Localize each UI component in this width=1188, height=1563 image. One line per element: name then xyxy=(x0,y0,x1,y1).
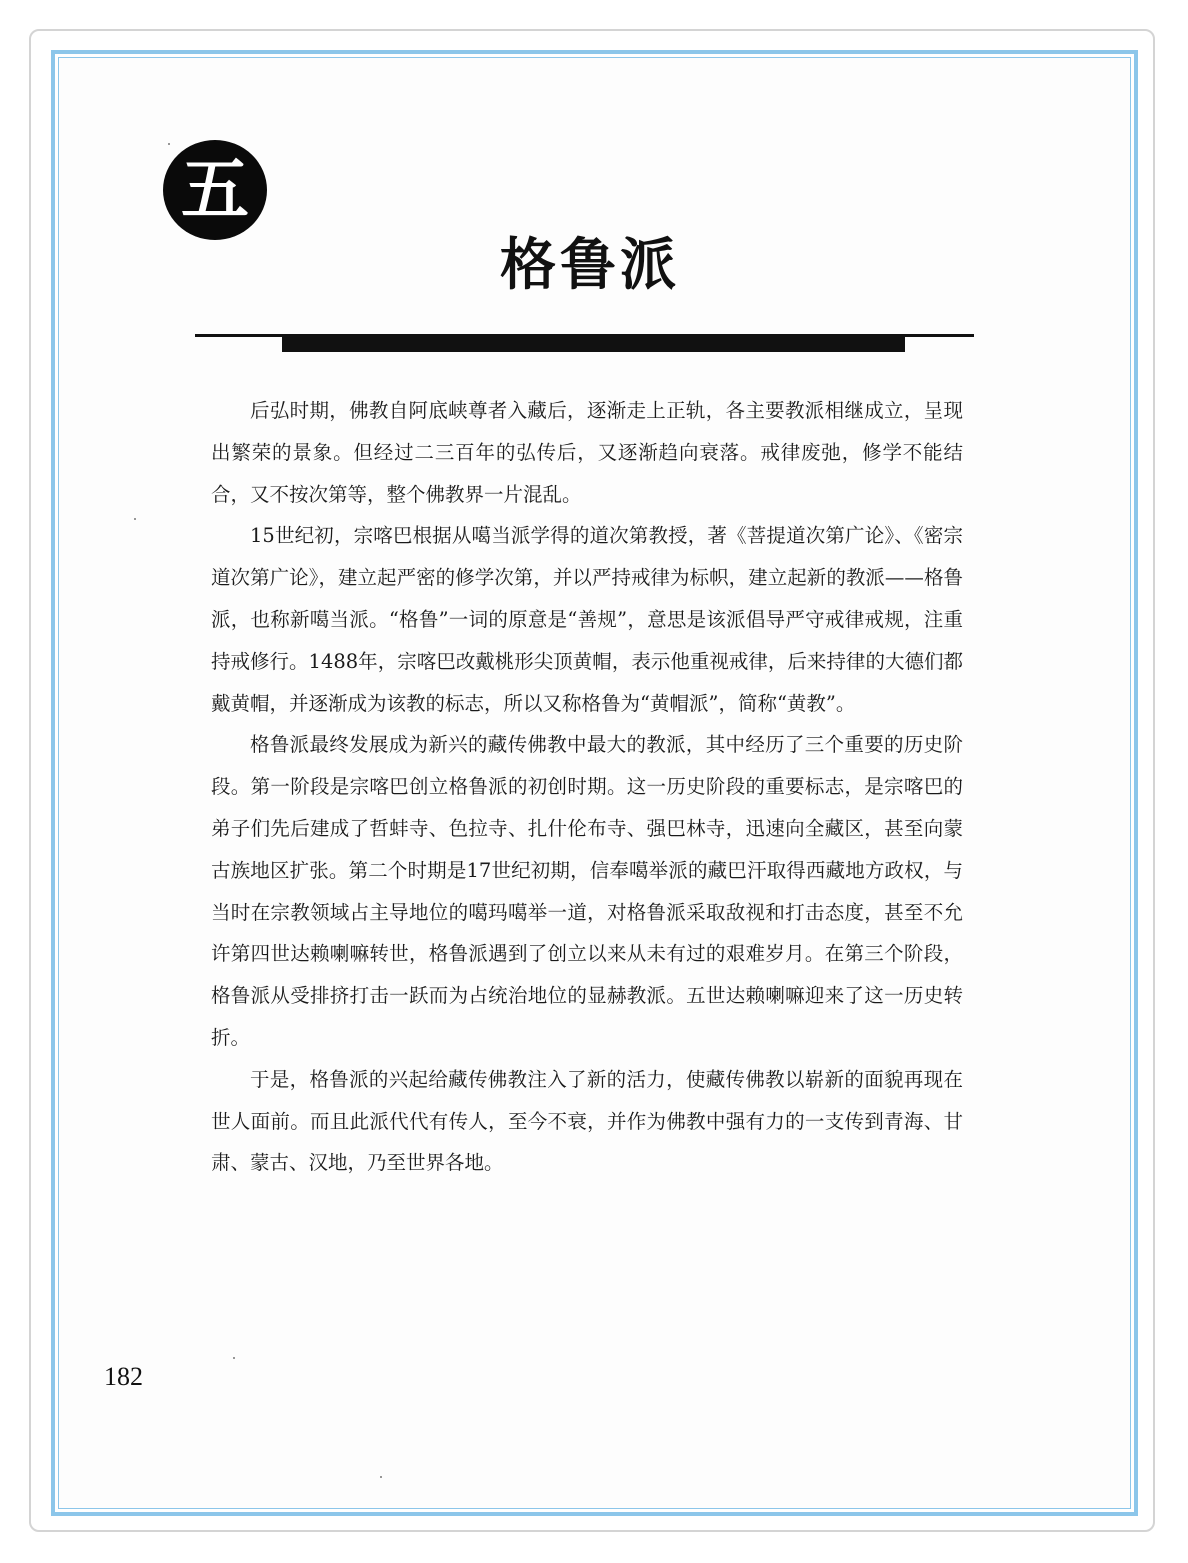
paragraph-2: 15世纪初，宗喀巴根据从噶当派学得的道次第教授，著《菩提道次第广论》、《密宗道次第广论》，建立起严密的修学次第，并以严持戒律为标帜，建立起新的教派——格鲁派，也称新噶当派。“格鲁”一词的原意是“善规”，意思是该派倡导严守戒律戒规，注重持戒修行。1488年，宗喀巴改戴桃形尖顶黄帽，表示他重视戒律，后来持律的大德们都戴黄帽，并逐渐成为该教的标志，所以又称格鲁为“黄帽派”，简称“黄教”。 xyxy=(211,524,963,715)
scan-speck xyxy=(380,1476,382,1478)
chapter-title: 格鲁派 xyxy=(500,233,680,298)
body-text xyxy=(211,390,963,1184)
page-number: 182 xyxy=(104,1362,143,1391)
chapter-number: 五 xyxy=(180,150,249,230)
paragraph-3: 格鲁派最终发展成为新兴的藏传佛教中最大的教派，其中经历了三个重要的历史阶段。第一阶段是宗喀巴创立格鲁派的初创时期。这一历史阶段的重要标志，是宗喀巴的弟子们先后建成了哲蚌寺、色拉寺、扎什伦布寺、强巴林寺，迅速向全藏区，甚至向蒙古族地区扩张。第二个时期是17世纪初期，信奉噶举派的藏巴汗取得西藏地方政权，与当时在宗教领域占主导地位的噶玛噶举一道，对格鲁派采取敌视和打击态度，甚至不允许第四世达赖喇嘛转世，格鲁派遇到了创立以来从未有过的艰难岁月。在第三个阶段，格鲁派从受排挤打击一跃而为占统治地位的显赫教派。五世达赖喇嘛迎来了这一历史转折。 xyxy=(211,733,963,1049)
scan-speck xyxy=(168,143,170,145)
paragraph-4: 于是，格鲁派的兴起给藏传佛教注入了新的活力，使藏传佛教以崭新的面貌再现在世人面前。而且此派代代有传人，至今不衰，并作为佛教中强有力的一支传到青海、甘肃、蒙古、汉地，乃至世界各地。 xyxy=(211,1067,963,1175)
title-rule-thick xyxy=(282,336,905,352)
scan-speck xyxy=(233,1357,235,1359)
paragraph-1: 后弘时期，佛教自阿底峡尊者入藏后，逐渐走上正轨，各主要教派相继成立，呈现出繁荣的景象。但经过二三百年的弘传后，又逐渐趋向衰落。戒律废弛，修学不能结合，又不按次第等，整个佛教界一片混乱。 xyxy=(211,399,963,506)
chapter-number-badge xyxy=(163,140,267,240)
scan-speck xyxy=(134,518,136,520)
